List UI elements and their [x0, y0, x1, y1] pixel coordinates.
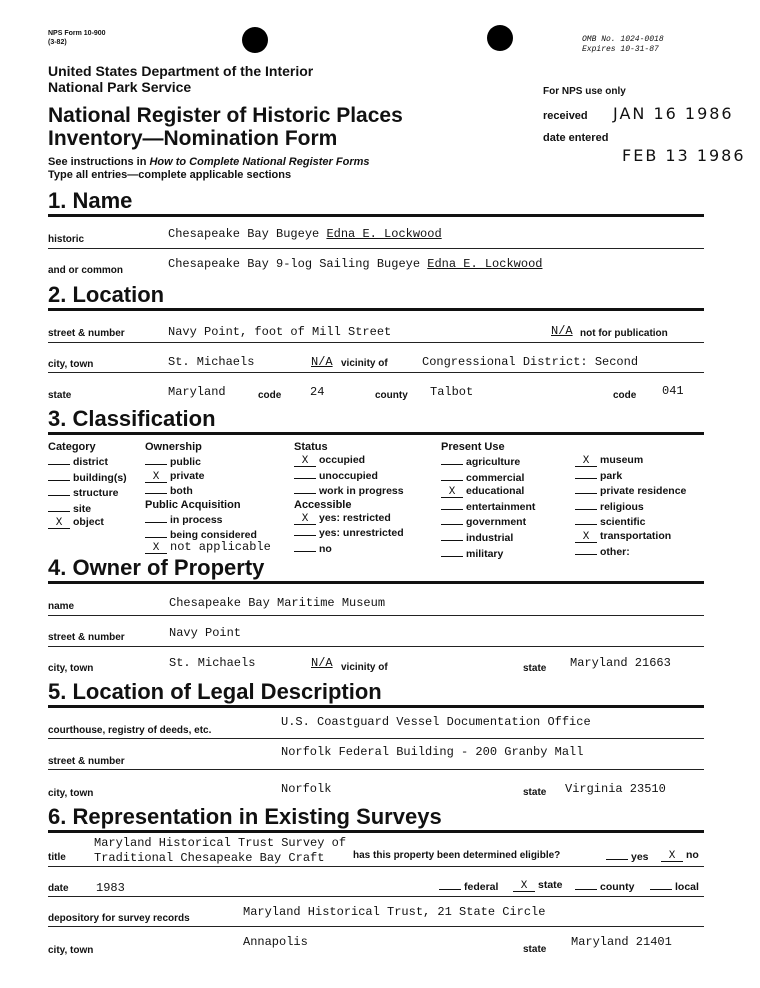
form-title-line2: Inventory—Nomination Form	[48, 127, 338, 150]
owner-state-value: Maryland 21663	[570, 656, 671, 670]
form-number	[48, 29, 106, 47]
option-label: agriculture	[466, 456, 521, 468]
status-option[interactable]	[294, 454, 404, 468]
checkbox-blank[interactable]	[441, 499, 463, 510]
category-option[interactable]	[48, 454, 127, 470]
present-use-heading: Present Use	[441, 441, 505, 453]
option-label: private residence	[600, 485, 687, 498]
owner-street-rule	[48, 646, 704, 647]
street-number-value: Navy Point, foot of Mill Street	[168, 325, 392, 339]
option-label: building(s)	[73, 471, 127, 484]
level-federal-option[interactable]	[439, 879, 498, 895]
present-use-option[interactable]	[441, 546, 535, 562]
courthouse-rule	[48, 738, 704, 739]
option-label: public	[170, 456, 201, 468]
owner-name-rule	[48, 615, 704, 616]
option-label: site	[73, 502, 92, 515]
checkbox-blank[interactable]	[606, 849, 628, 860]
omb-expires: Expires 10-31-87	[582, 45, 659, 54]
checkbox-blank[interactable]: X	[145, 472, 167, 483]
option-label: both	[170, 485, 193, 498]
checkbox-blank[interactable]	[575, 468, 597, 479]
form-title-line1: National Register of Historic Places	[48, 104, 403, 127]
checkbox-blank[interactable]: X	[294, 456, 316, 467]
city-town-value: St. Michaels	[168, 355, 255, 369]
department-name: United States Department of the Interior	[48, 63, 314, 79]
present-use-option[interactable]	[575, 499, 686, 515]
checkbox-blank[interactable]	[145, 483, 167, 494]
option-label: yes: restricted	[319, 511, 391, 524]
present-use-option[interactable]	[575, 468, 686, 484]
vicinity-value: N/A	[311, 355, 333, 369]
present-use-option[interactable]	[441, 499, 535, 515]
ownership-heading: Ownership	[145, 441, 202, 453]
checkbox-blank[interactable]: X	[294, 514, 316, 525]
checkbox-blank[interactable]	[439, 879, 461, 890]
eligible-yes-option[interactable]	[606, 849, 649, 865]
ownership-option[interactable]	[145, 483, 271, 499]
owner-city-value: St. Michaels	[169, 656, 256, 670]
depository-city-label: city, town	[48, 945, 94, 956]
county-code-label: code	[613, 390, 637, 401]
present-use-option[interactable]	[441, 485, 535, 499]
option-label: structure	[73, 487, 119, 500]
punch-hole-right	[487, 25, 513, 51]
accessible-heading: Accessible	[294, 498, 352, 511]
accessible-option[interactable]	[294, 541, 404, 557]
checkbox-blank[interactable]	[145, 454, 167, 465]
ownership-options	[145, 454, 271, 499]
survey-date-rule	[48, 896, 704, 897]
option-label: scientific	[600, 516, 646, 529]
section2-heading: 2. Location	[48, 282, 165, 307]
present-use-option[interactable]	[441, 530, 535, 546]
section1-rule	[48, 214, 704, 217]
survey-title-rule	[48, 866, 704, 867]
street-rule	[48, 342, 704, 343]
checkbox-blank[interactable]: X	[441, 487, 463, 498]
present-use-option[interactable]	[575, 530, 686, 544]
checkbox-blank[interactable]	[575, 544, 597, 555]
option-label: occupied	[319, 454, 366, 466]
punch-hole-left	[242, 27, 268, 53]
checkbox-blank[interactable]	[294, 483, 316, 494]
option-label: state	[538, 879, 563, 891]
checkbox-blank[interactable]	[441, 530, 463, 541]
present-use-option[interactable]	[441, 470, 535, 486]
checkbox-blank[interactable]	[48, 501, 70, 512]
instructions-title: How to Complete National Register Forms	[149, 156, 370, 168]
section6-rule	[48, 830, 704, 833]
present-use-option[interactable]	[575, 483, 686, 499]
option-label: entertainment	[466, 500, 536, 513]
acquisition-option[interactable]	[145, 527, 271, 541]
option-label: being considered	[170, 529, 257, 542]
status-options	[294, 454, 404, 499]
eligible-no-option[interactable]	[661, 849, 699, 863]
status-option[interactable]	[294, 483, 404, 499]
survey-date-value: 1983	[96, 881, 125, 895]
common-name-value	[168, 257, 542, 271]
option-label: unoccupied	[319, 469, 378, 482]
common-vessel-name: Edna E. Lockwood	[427, 257, 543, 271]
owner-name-label: name	[48, 601, 75, 612]
option-label: park	[600, 469, 623, 482]
present-use-option[interactable]	[441, 514, 535, 530]
checkbox-blank[interactable]	[441, 470, 463, 481]
present-use-col1	[441, 454, 535, 561]
owner-state-label: state	[523, 663, 547, 674]
common-name-text: Chesapeake Bay 9-log Sailing Bugeye	[168, 257, 428, 271]
option-label: work in progress	[319, 485, 404, 498]
common-name-label: and or common	[48, 265, 124, 276]
eligibility-question: has this property been determined eligible?	[353, 850, 561, 861]
owner-street-value: Navy Point	[169, 626, 242, 640]
public-acquisition-heading: Public Acquisition	[145, 498, 241, 511]
option-label: no	[686, 849, 699, 861]
acquisition-option[interactable]	[145, 512, 271, 528]
survey-date-label: date	[48, 883, 69, 894]
instructions-prefix: See instructions in	[48, 156, 150, 168]
checkbox-blank[interactable]	[48, 454, 70, 465]
present-use-col2	[575, 454, 686, 559]
city-town-label: city, town	[48, 359, 94, 370]
legal-city-value: Norfolk	[281, 782, 332, 796]
checkbox-blank[interactable]	[145, 527, 167, 538]
checkbox-blank[interactable]	[650, 879, 672, 890]
omb-number: OMB No. 1024-0018	[582, 35, 664, 44]
section2-rule	[48, 308, 704, 311]
level-state-option[interactable]	[513, 879, 563, 893]
survey-title-line2: Traditional Chesapeake Bay Craft	[94, 851, 325, 865]
option-label: county	[600, 881, 635, 893]
option-label: government	[466, 516, 527, 529]
instructions-line2: Type all entries—complete applicable sections	[48, 169, 292, 181]
checkbox-blank[interactable]	[575, 499, 597, 510]
historic-name-text: Chesapeake Bay Bugeye	[168, 227, 327, 241]
level-local-option[interactable]	[650, 879, 699, 895]
not-for-publication-value: N/A	[551, 324, 573, 338]
option-label: private	[170, 469, 205, 482]
accessible-options	[294, 512, 404, 557]
courthouse-label: courthouse, registry of deeds, etc.	[48, 725, 212, 736]
present-use-option[interactable]	[441, 454, 535, 470]
accessible-option[interactable]	[294, 512, 404, 526]
congressional-district: Congressional District: Second	[422, 355, 639, 369]
survey-title-line1: Maryland Historical Trust Survey of	[94, 836, 347, 850]
option-label: district	[73, 456, 109, 468]
depository-city-value: Annapolis	[243, 935, 308, 949]
depository-label: depository for survey records	[48, 913, 190, 924]
option-label: educational	[466, 485, 525, 498]
ownership-option[interactable]	[145, 454, 271, 470]
city-rule	[48, 372, 704, 373]
section3-rule	[48, 432, 704, 435]
category-option[interactable]	[48, 470, 127, 486]
county-value: Talbot	[430, 385, 474, 399]
option-label: yes	[631, 851, 649, 863]
category-option[interactable]	[48, 485, 127, 501]
depository-rule	[48, 926, 704, 927]
accessible-option[interactable]	[294, 525, 404, 541]
owner-city-label: city, town	[48, 663, 94, 674]
section1-heading: 1. Name	[48, 188, 133, 213]
depository-value: Maryland Historical Trust, 21 State Circle	[243, 905, 546, 919]
checkbox-blank[interactable]: X	[575, 532, 597, 543]
vicinity-label: vicinity of	[341, 358, 388, 369]
option-label: yes: unrestricted	[319, 527, 404, 540]
option-label: transportation	[600, 529, 672, 542]
section3-heading: 3. Classification	[48, 406, 216, 431]
checkbox-blank[interactable]	[48, 485, 70, 496]
street-number-label: street & number	[48, 328, 125, 339]
historic-rule	[48, 248, 704, 249]
legal-street-value: Norfolk Federal Building - 200 Granby Mall	[281, 745, 584, 759]
received-stamp: JAN 16 1986	[613, 104, 734, 123]
depository-state-label: state	[523, 944, 547, 955]
not-applicable-label: not applicable	[170, 540, 271, 555]
category-heading: Category	[48, 441, 96, 453]
owner-vicinity-label: vicinity of	[341, 662, 388, 673]
form-revision: (3-82)	[48, 39, 67, 46]
present-use-option[interactable]	[575, 544, 686, 560]
option-label: object	[73, 516, 104, 529]
form-number-text: NPS Form 10-900	[48, 30, 106, 37]
survey-title-label: title	[48, 852, 66, 863]
checkbox-blank[interactable]: X	[48, 518, 70, 529]
state-value: Maryland	[168, 385, 226, 399]
present-use-option[interactable]	[575, 514, 686, 530]
present-use-group	[441, 441, 535, 561]
checkbox-blank[interactable]	[441, 454, 463, 465]
depository-state-value: Maryland 21401	[571, 935, 672, 949]
status-group	[294, 441, 404, 557]
checkbox-blank[interactable]	[48, 470, 70, 481]
section4-heading: 4. Owner of Property	[48, 555, 265, 580]
nps-use-heading: For NPS use only	[543, 86, 626, 97]
owner-street-label: street & number	[48, 632, 125, 643]
checkbox-blank[interactable]	[294, 525, 316, 536]
code-value: 24	[310, 385, 325, 399]
checkbox-blank[interactable]	[294, 468, 316, 479]
received-label: received	[543, 110, 588, 122]
acquisition-options	[145, 512, 271, 555]
historic-name-value	[168, 227, 442, 241]
option-label: commercial	[466, 471, 525, 484]
legal-state-label: state	[523, 787, 547, 798]
survey-title-value	[94, 836, 346, 866]
section4-rule	[48, 581, 704, 584]
option-label: industrial	[466, 531, 514, 544]
owner-name-value: Chesapeake Bay Maritime Museum	[169, 596, 386, 610]
legal-street-label: street & number	[48, 756, 125, 767]
option-label: museum	[600, 454, 644, 466]
date-entered-label: date entered	[543, 132, 609, 144]
historic-label: historic	[48, 234, 85, 245]
checkbox-blank[interactable]	[575, 879, 597, 890]
option-label: military	[466, 547, 504, 560]
legal-state-value: Virginia 23510	[565, 782, 666, 796]
option-label: other:	[600, 545, 630, 558]
option-label: local	[675, 881, 699, 893]
checkbox-blank[interactable]	[294, 541, 316, 552]
status-option[interactable]	[294, 468, 404, 484]
omb-info	[582, 35, 664, 55]
checkbox-blank[interactable]: X	[575, 456, 597, 467]
historic-vessel-name: Edna E. Lockwood	[326, 227, 442, 241]
status-heading: Status	[294, 441, 328, 453]
service-name: National Park Service	[48, 79, 192, 95]
checkbox-blank[interactable]: X	[145, 543, 167, 554]
not-applicable-option[interactable]	[145, 541, 271, 554]
option-label: religious	[600, 500, 644, 513]
county-code-value: 041	[662, 384, 684, 398]
category-option[interactable]	[48, 516, 127, 530]
owner-vicinity-value: N/A	[311, 656, 333, 670]
option-label: in process	[170, 513, 223, 526]
date-entered-stamp: FEB 13 1986	[622, 146, 746, 165]
option-label: federal	[464, 881, 499, 893]
present-use-option[interactable]	[575, 454, 686, 468]
ownership-group	[145, 441, 271, 554]
section5-rule	[48, 705, 704, 708]
checkbox-blank[interactable]	[575, 483, 597, 494]
category-option[interactable]	[48, 501, 127, 517]
option-label: no	[319, 542, 332, 555]
ownership-option[interactable]	[145, 470, 271, 484]
category-group	[48, 441, 127, 530]
checkbox-blank[interactable]	[441, 514, 463, 525]
level-county-option[interactable]	[575, 879, 634, 895]
checkbox-blank[interactable]: X	[661, 851, 683, 862]
section6-heading: 6. Representation in Existing Surveys	[48, 804, 442, 829]
checkbox-blank[interactable]	[575, 514, 597, 525]
checkbox-blank[interactable]	[145, 512, 167, 523]
code-label: code	[258, 390, 282, 401]
checkbox-blank[interactable]	[441, 546, 463, 557]
category-options	[48, 454, 127, 530]
county-label: county	[375, 390, 408, 401]
not-for-publication-label: not for publication	[580, 328, 668, 339]
checkbox-blank[interactable]: X	[513, 881, 535, 892]
courthouse-value: U.S. Coastguard Vessel Documentation Office	[281, 715, 591, 729]
legal-street-rule	[48, 769, 704, 770]
section5-heading: 5. Location of Legal Description	[48, 679, 382, 704]
legal-city-label: city, town	[48, 788, 94, 799]
instructions-line1	[48, 156, 370, 169]
state-label: state	[48, 390, 72, 401]
